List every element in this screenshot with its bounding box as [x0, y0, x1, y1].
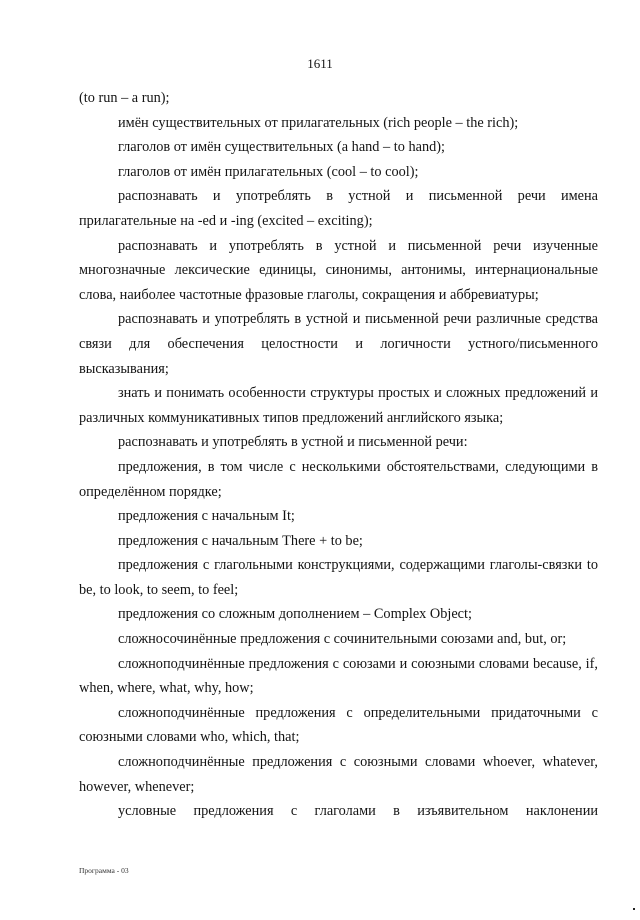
paragraph: глаголов от имён прилагательных (cool – to cool);	[118, 163, 419, 180]
paragraph: предложения, в том числе с несколькими обстоятельствами, следующими в определённом порядке;	[79, 458, 598, 500]
paragraph: распознавать и употреблять в устной и письменной речи имена прилагательные на -ed и -ing (excited – exciting);	[79, 188, 598, 229]
paragraph: предложения с глагольными конструкциями, содержащими глаголы-связки to be, to look, to seem, to feel;	[79, 557, 598, 598]
paragraph: предложения с начальным It;	[118, 508, 295, 525]
document-body	[79, 86, 598, 824]
paragraph: глаголов от имён существительных (a hand – to hand);	[118, 139, 445, 156]
paragraph: сложноподчинённые предложения с союзами и союзными словами because, if, when, where, what, why, how;	[79, 655, 598, 697]
paragraph: знать и понимать особенности структуры простых и сложных предложений и различных коммуникативных типов предложений английского языка;	[79, 385, 598, 426]
paragraph: распознавать и употреблять в устной и письменной речи:	[118, 434, 468, 451]
paragraph: сложноподчинённые предложения с определительными придаточными с союзными словами who, which, that;	[79, 704, 598, 746]
page-number: 1611	[307, 56, 333, 71]
paragraph: предложения с начальным There + to be;	[118, 532, 363, 549]
footer-label: Программа - 03	[79, 866, 129, 875]
paragraph: (to run – a run);	[79, 90, 170, 106]
paragraph-continued: условные предложения с глаголами в изъявительном наклонении	[118, 803, 598, 820]
scan-speck	[633, 908, 635, 910]
paragraph: сложносочинённые предложения с сочинительными союзами and, but, or;	[118, 631, 567, 648]
paragraph: распознавать и употреблять в устной и письменной речи изученные многозначные лексические единицы, синонимы, антонимы, интернациональные слова, наиболее частотные фразовые глаголы, сокращения и аббревиатуры;	[79, 237, 598, 303]
paragraph: распознавать и употреблять в устной и письменной речи различные средства связи для обеспечения целостности и логичности устного/письменного высказывания;	[79, 311, 598, 377]
paragraph: сложноподчинённые предложения с союзными словами whoever, whatever, however, whenever;	[79, 754, 598, 795]
paragraph: имён существительных от прилагательных (rich people – the rich);	[118, 114, 519, 131]
paragraph: предложения со сложным дополнением – Complex Object;	[118, 606, 472, 623]
